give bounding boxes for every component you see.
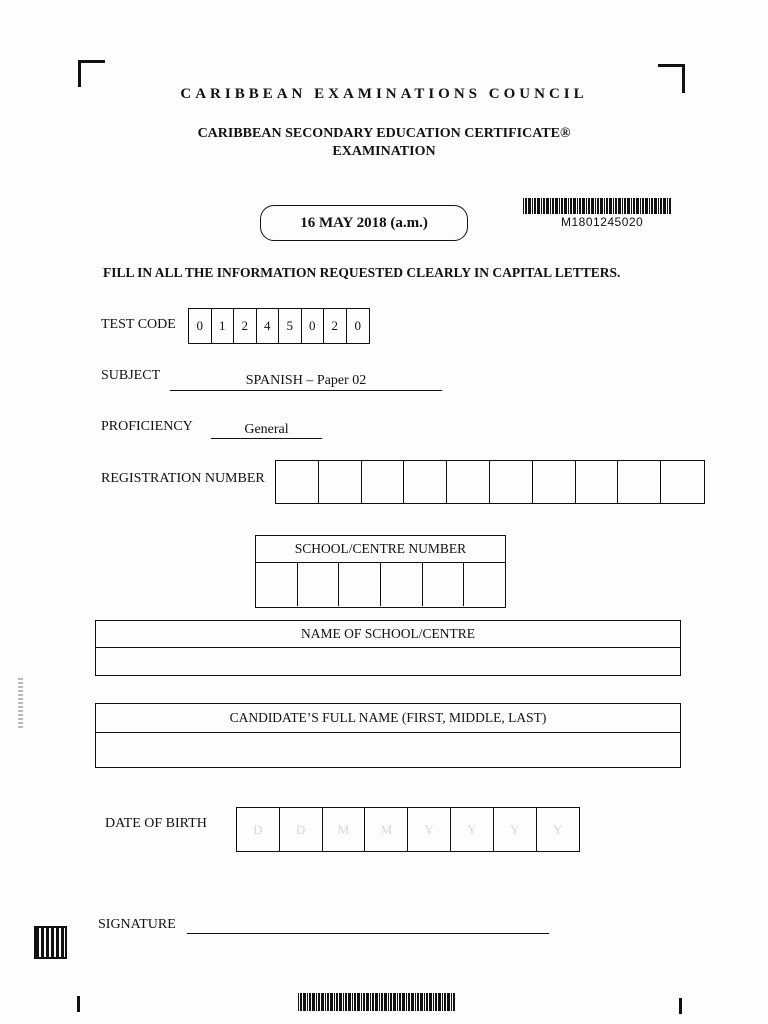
barcode-bar bbox=[379, 993, 380, 1011]
barcode-bar bbox=[604, 198, 605, 214]
date-of-birth-cell[interactable]: Y bbox=[408, 808, 451, 851]
barcode-bar bbox=[570, 198, 572, 214]
barcode-bar bbox=[627, 198, 630, 214]
barcode-bar bbox=[453, 993, 455, 1011]
exam-date: 16 MAY 2018 (a.m.) bbox=[300, 214, 428, 231]
barcode-bar bbox=[348, 993, 351, 1011]
council-title: CARIBBEAN EXAMINATIONS COUNCIL bbox=[180, 86, 588, 102]
barcode-bar bbox=[537, 198, 540, 214]
proficiency-field[interactable]: General bbox=[211, 422, 322, 439]
barcode-bar bbox=[451, 993, 452, 1011]
barcode-bar bbox=[609, 198, 612, 214]
barcode-bar bbox=[550, 198, 551, 214]
school-centre-number-cell[interactable] bbox=[339, 563, 381, 606]
registration-number-cell[interactable] bbox=[618, 461, 661, 503]
barcode-bar bbox=[343, 993, 344, 1011]
date-of-birth-boxes[interactable] bbox=[236, 807, 580, 852]
barcode-bar bbox=[615, 198, 617, 214]
barcode-bar bbox=[588, 198, 590, 214]
registration-number-cell[interactable] bbox=[533, 461, 576, 503]
barcode-bar bbox=[528, 198, 531, 214]
barcode-bar bbox=[622, 198, 623, 214]
registration-number-boxes[interactable] bbox=[275, 460, 705, 504]
barcode-bar bbox=[667, 198, 668, 214]
barcode-bar bbox=[390, 993, 392, 1011]
school-centre-number-cell[interactable] bbox=[256, 563, 298, 606]
barcode-bar bbox=[651, 198, 653, 214]
registration-number-cell[interactable] bbox=[490, 461, 533, 503]
barcode-bar bbox=[645, 198, 648, 214]
test-code-digit: 0 bbox=[354, 318, 361, 333]
school-centre-number-box bbox=[255, 535, 506, 608]
test-code-digit: 0 bbox=[302, 309, 325, 343]
barcode-bar bbox=[631, 198, 632, 214]
barcode-bar bbox=[624, 198, 626, 214]
school-centre-number-label: SCHOOL/CENTRE NUMBER bbox=[256, 536, 505, 563]
barcode-bar bbox=[591, 198, 594, 214]
certificate-line-1: CARIBBEAN SECONDARY EDUCATION CERTIFICATE® bbox=[197, 126, 571, 141]
test-code-digit: 0 bbox=[189, 309, 212, 343]
school-centre-number-cell[interactable] bbox=[423, 563, 465, 606]
barcode-bar bbox=[318, 993, 320, 1011]
barcode-bar bbox=[312, 993, 315, 1011]
barcode-bar bbox=[525, 198, 527, 214]
barcode-bar bbox=[669, 198, 671, 214]
barcode-bar bbox=[357, 993, 360, 1011]
barcode-bar bbox=[417, 993, 419, 1011]
barcode-bar bbox=[658, 198, 659, 214]
barcode-bar bbox=[334, 993, 335, 1011]
barcode-bar bbox=[600, 198, 603, 214]
subject-field[interactable]: SPANISH – Paper 02 bbox=[170, 373, 442, 391]
barcode-bar bbox=[523, 198, 524, 214]
barcode-bar bbox=[325, 993, 326, 1011]
barcode-bar bbox=[420, 993, 423, 1011]
date-of-birth-cell[interactable]: Y bbox=[451, 808, 494, 851]
barcode-bar bbox=[411, 993, 414, 1011]
instruction-text: FILL IN ALL THE INFORMATION REQUESTED CLEARLY IN CAPITAL LETTERS. bbox=[103, 265, 621, 280]
barcode-bar bbox=[402, 993, 405, 1011]
barcode-bar bbox=[327, 993, 329, 1011]
candidate-name-box bbox=[95, 703, 681, 768]
date-of-birth-cell[interactable]: Y bbox=[494, 808, 537, 851]
barcode-bar bbox=[577, 198, 578, 214]
barcode-bar bbox=[354, 993, 356, 1011]
barcode-bar bbox=[640, 198, 641, 214]
registration-number-cell[interactable] bbox=[576, 461, 619, 503]
barcode-bar bbox=[595, 198, 596, 214]
exam-date-box bbox=[260, 205, 468, 241]
barcode-bar bbox=[447, 993, 450, 1011]
barcode-bar bbox=[438, 993, 441, 1011]
certificate-title bbox=[0, 125, 768, 161]
school-centre-number-cell[interactable] bbox=[381, 563, 423, 606]
barcode-bar bbox=[633, 198, 635, 214]
school-centre-number-cells[interactable] bbox=[256, 563, 505, 606]
barcode-bar bbox=[397, 993, 398, 1011]
barcode-bar bbox=[316, 993, 317, 1011]
barcode-bar bbox=[642, 198, 644, 214]
barcode-bar bbox=[352, 993, 353, 1011]
barcode-bar bbox=[300, 993, 302, 1011]
barcode-bar bbox=[298, 993, 299, 1011]
candidate-name-label: CANDIDATE’S FULL NAME (FIRST, MIDDLE, LAST) bbox=[96, 704, 680, 733]
registration-number-cell[interactable] bbox=[404, 461, 447, 503]
registration-number-cell[interactable] bbox=[661, 461, 704, 503]
date-of-birth-cell[interactable]: M bbox=[323, 808, 366, 851]
barcode-bar bbox=[582, 198, 585, 214]
barcode-top bbox=[523, 198, 675, 214]
candidate-name-field[interactable] bbox=[96, 733, 680, 766]
test-code-label: TEST CODE bbox=[101, 317, 176, 332]
barcode-bar bbox=[309, 993, 311, 1011]
barcode-bar bbox=[636, 198, 639, 214]
test-code-digit: 2 bbox=[324, 309, 347, 343]
registration-number-label: REGISTRATION NUMBER bbox=[101, 471, 265, 486]
test-code-digit: 5 bbox=[279, 309, 302, 343]
school-centre-number-cell[interactable] bbox=[298, 563, 340, 606]
barcode-bar bbox=[429, 993, 432, 1011]
registration-number-cell[interactable] bbox=[362, 461, 405, 503]
barcode-bar bbox=[561, 198, 563, 214]
barcode-bar bbox=[541, 198, 542, 214]
barcode-bottom bbox=[298, 993, 458, 1011]
barcode-bar bbox=[406, 993, 407, 1011]
barcode-bar bbox=[424, 993, 425, 1011]
registration-number-cell[interactable] bbox=[447, 461, 490, 503]
barcode-bar bbox=[415, 993, 416, 1011]
date-of-birth-cell[interactable]: D bbox=[280, 808, 323, 851]
barcode-bar bbox=[660, 198, 662, 214]
date-of-birth-cell[interactable]: D bbox=[237, 808, 280, 851]
barcode-bar bbox=[321, 993, 324, 1011]
date-of-birth-cell[interactable]: Y bbox=[553, 821, 563, 837]
barcode-bar bbox=[543, 198, 545, 214]
barcode-bar bbox=[303, 993, 306, 1011]
corner-mark-bottom-left bbox=[77, 996, 80, 1012]
school-name-label: NAME OF SCHOOL/CENTRE bbox=[96, 621, 680, 648]
barcode-bar bbox=[361, 993, 362, 1011]
barcode-bar bbox=[381, 993, 383, 1011]
barcode-bar bbox=[384, 993, 387, 1011]
side-scan-mark bbox=[18, 676, 23, 728]
barcode-bar bbox=[546, 198, 549, 214]
barcode-bar bbox=[555, 198, 558, 214]
barcode-bar bbox=[408, 993, 410, 1011]
barcode-bar bbox=[435, 993, 437, 1011]
barcode-bar bbox=[345, 993, 347, 1011]
barcode-number: M1801245020 bbox=[561, 215, 644, 229]
barcode-bar bbox=[426, 993, 428, 1011]
school-name-box bbox=[95, 620, 681, 676]
barcode-bar bbox=[370, 993, 371, 1011]
barcode-bar bbox=[613, 198, 614, 214]
corner-mark-top-left bbox=[78, 60, 105, 87]
barcode-bar bbox=[372, 993, 374, 1011]
barcode-bar bbox=[573, 198, 576, 214]
barcode-bar bbox=[532, 198, 533, 214]
barcode-bar bbox=[597, 198, 599, 214]
registration-number-cell[interactable] bbox=[276, 461, 319, 503]
barcode-bar bbox=[649, 198, 650, 214]
test-code-boxes bbox=[188, 308, 370, 344]
barcode-bar bbox=[552, 198, 554, 214]
barcode-bar bbox=[564, 198, 567, 214]
school-centre-number-cell[interactable] bbox=[464, 563, 505, 606]
barcode-bar bbox=[442, 993, 443, 1011]
corner-mark-bottom-right bbox=[679, 998, 682, 1014]
test-code-digit: 1 bbox=[212, 309, 235, 343]
barcode-bar bbox=[433, 993, 434, 1011]
barcode-bar bbox=[363, 993, 365, 1011]
barcode-bar bbox=[444, 993, 446, 1011]
date-of-birth-cell[interactable]: M bbox=[365, 808, 408, 851]
barcode-bar bbox=[663, 198, 666, 214]
barcode-bar bbox=[393, 993, 396, 1011]
proficiency-label: PROFICIENCY bbox=[101, 419, 193, 434]
barcode-bar bbox=[388, 993, 389, 1011]
barcode-bar bbox=[534, 198, 536, 214]
date-of-birth-label: DATE OF BIRTH bbox=[105, 816, 207, 831]
barcode-bar bbox=[618, 198, 621, 214]
test-code-digit: 2 bbox=[234, 309, 257, 343]
school-name-field[interactable] bbox=[96, 648, 680, 675]
signature-label: SIGNATURE bbox=[98, 917, 176, 932]
barcode-bar bbox=[559, 198, 560, 214]
qr-code-icon bbox=[34, 926, 67, 959]
barcode-bar bbox=[339, 993, 342, 1011]
barcode-bar bbox=[375, 993, 378, 1011]
subject-label: SUBJECT bbox=[101, 368, 161, 383]
barcode-bar bbox=[606, 198, 608, 214]
barcode-bar bbox=[654, 198, 657, 214]
registration-number-cell[interactable] bbox=[319, 461, 362, 503]
signature-line[interactable] bbox=[187, 933, 549, 934]
barcode-bar bbox=[579, 198, 581, 214]
barcode-bar bbox=[568, 198, 569, 214]
barcode-bar bbox=[399, 993, 401, 1011]
barcode-bar bbox=[586, 198, 587, 214]
barcode-bar bbox=[366, 993, 369, 1011]
barcode-bar bbox=[330, 993, 333, 1011]
barcode-bar bbox=[336, 993, 338, 1011]
test-code-digit: 4 bbox=[257, 309, 280, 343]
barcode-bar bbox=[307, 993, 308, 1011]
certificate-line-2: EXAMINATION bbox=[332, 144, 436, 159]
